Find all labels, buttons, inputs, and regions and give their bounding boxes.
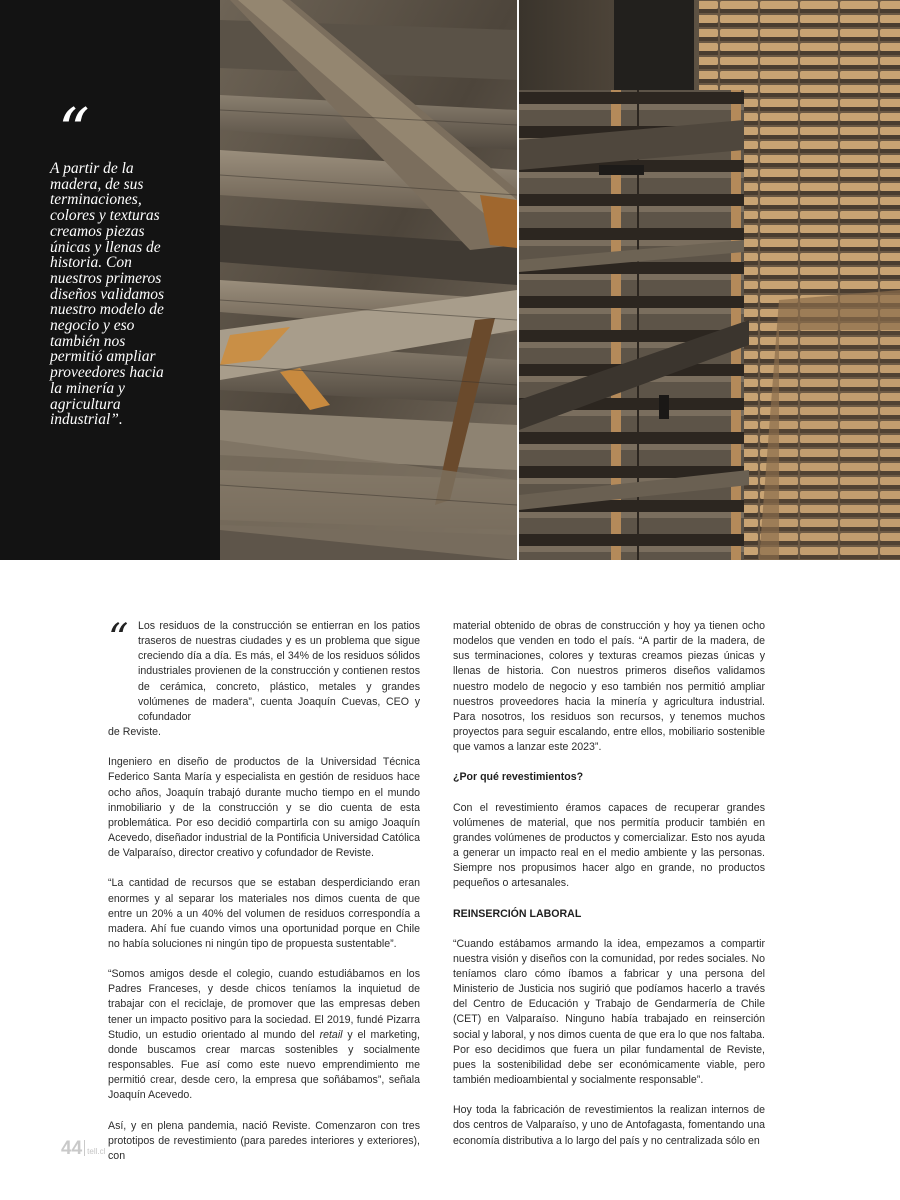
article-column-right [453, 619, 765, 1164]
folio-separator [84, 1140, 85, 1156]
paragraph-2: Ingeniero en diseño de productos de la Universidad Técnica Federico Santa María y especialista en gestión de residuos hace ocho años, Joaquín trabajó durante mucho tiempo en el mundo inmobiliario y de la construcción y se dio cuenta de esta problemática. Por eso decidió compartirla con su amigo Joaquín Acevedo, diseñador industrial de la Pontificia Universidad Católica de Valparaíso, director creativo y cofundador de Reviste. [108, 756, 420, 860]
opening-text-tail: de Reviste. [108, 726, 161, 739]
paragraph-9: Hoy toda la fabricación de revestimientos la realizan internos de dos centros de Valparaíso, y uno de Antofagasta, fomentando una economía distributiva a lo largo del país y no centralizada sólo en [453, 1104, 765, 1147]
site-name: tell.cl [87, 1147, 106, 1156]
wood-planks-photo-left [220, 0, 517, 560]
paragraph-5: Así, y en plena pandemia, nació Reviste. Comenzaron con tres prototipos de revestimiento (para paredes interiores y exteriores), con [108, 1119, 420, 1162]
pull-quote-panel [0, 0, 220, 560]
section-heading-revestimientos: ¿Por qué revestimientos? [453, 771, 584, 784]
paragraph-3: “La cantidad de recursos que se estaban desperdiciando eran enormes y al separar los materiales nos dimos cuenta de que entre un 20% a un 40% del volumen de residuos correspondía a madera. Ahí fue cuando vimos una oportunidad porque en Chile no había soluciones ni ningún tipo de propuesta sustentable”. [108, 877, 420, 950]
paragraph-4-emphasis: retail [319, 1028, 343, 1041]
page-folio [61, 1138, 105, 1160]
opening-quote-mark: “ [108, 616, 129, 662]
pull-quote-text: A partir de la madera, de sus terminaciones, colores y texturas creamos piezas únicas y llenas de historia. Con nuestros primeros diseños validamos nuestro modelo de negocio y eso también nos permitió ampliar proveedores hacia la minería y agricultura industrial”. [50, 160, 165, 429]
pull-quote-mark: “ [58, 94, 90, 167]
paragraph-4 [108, 967, 420, 1103]
paragraph-7: Con el revestimiento éramos capaces de recuperar grandes volúmenes de material, que nos permitía producir también en grandes volúmenes de productos y comercializar. Esto nos ayuda a generar un impacto real en el medio ambiente y las personas. Siempre nos propusimos hacer algo en grande, no productos pequeños o artesanales. [453, 801, 765, 890]
section-heading-reinsercion: REINSERCIÓN LABORAL [453, 907, 582, 920]
paragraph-4-part-b: y el marketing, donde buscamos crear marcas sostenibles y socialmente responsables. Fue así como este nuevo emprendimiento me permitió crear, desde cero, la empresa que soñábamos”, señala Joaquín Acevedo. [108, 1028, 420, 1102]
paragraph-8: “Cuando estábamos armando la idea, empezamos a compartir nuestra visión y diseños con la comunidad, por redes sociales. No teníamos claro cómo íbamos a fabricar y una persona del Ministerio de Justicia nos sugirió que podíamos hacerlo a través del Centro de Educación y Trabajo de Gendarmería de Chile (CET) en Valparaíso. Ninguno había trabajado en reinserción social y laboral, y nos dimos cuenta de que era lo que nos faltaba. Por eso decidimos que fuera un pilar fundamental de Reviste, pues la sostenibilidad debe ser económicamente viable, pero también medioambiental y socialmente responsable”. [453, 937, 765, 1087]
article-column-left [108, 616, 420, 1179]
opening-text: Los residuos de la construcción se entierran en los patios traseros de nuestras ciudades y es un problema que sigue creciendo día a día. Es más, el 34% de los residuos sólidos industriales provienen de la construcción y contienen restos de cerámica, concreto, plástico, metales y grandes volúmenes de madera”, cuenta Joaquín Cuevas, CEO y cofundador [138, 620, 420, 723]
paragraph-6: material obtenido de obras de construcción y hoy ya tienen ocho modelos que venden en todo el país. “A partir de la madera, de sus terminaciones, colores y texturas creamos piezas únicas y llenas de historia. Con nuestros primeros diseños validamos nuestro modelo de negocio y eso también nos permitió ampliar nuestros proveedores hacia la minería y agricultura industrial. Para nosotros, los residuos son recursos, y tenemos muchos proyectos para seguir escalando, entre ellos, mobiliario sostenible que vamos a lanzar este 2023”. [453, 620, 765, 754]
page-number: 44 [61, 1138, 83, 1159]
opening-paragraph [108, 616, 420, 740]
wood-stack-photo-right [519, 0, 900, 560]
paragraph-4-part-a: “Somos amigos desde el colegio, cuando estudiábamos en los Padres Franceses, y desde chicos teníamos la inquietud de trabajar con el reciclaje, de promover que las empresas deben tener un impacto positivo para la sociedad. El 2019, fundé Pizarra Studio, un estudio orientado al mundo del [108, 968, 420, 1041]
hero-section [0, 0, 900, 560]
